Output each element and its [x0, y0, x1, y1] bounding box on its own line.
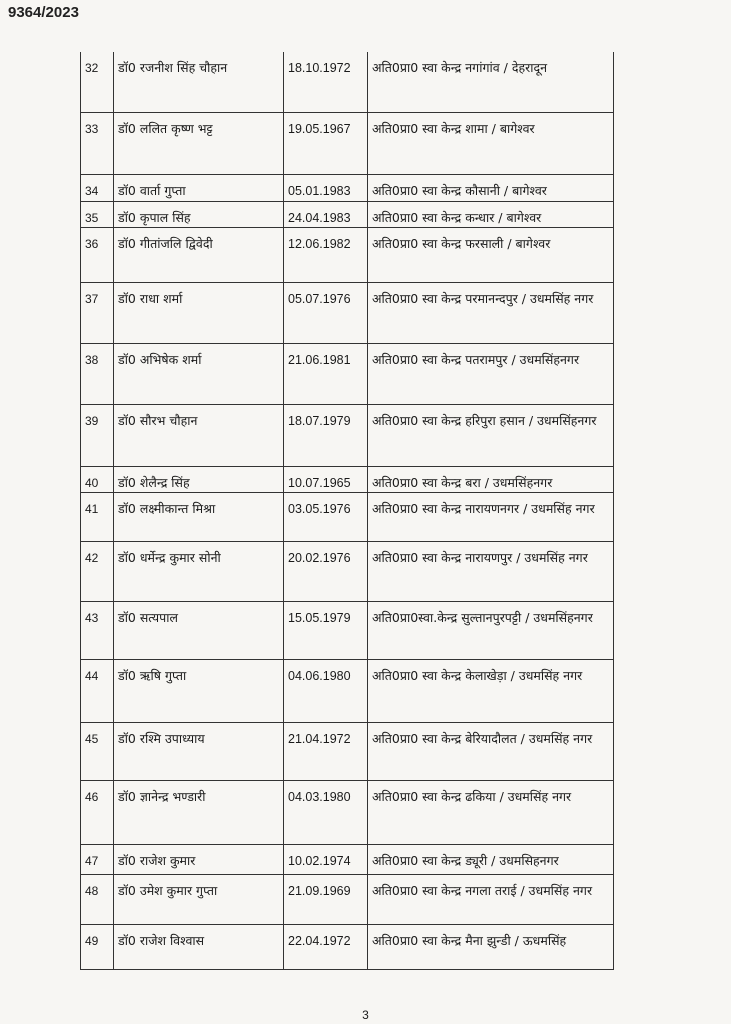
serial-number-cell: 35	[81, 201, 114, 227]
table-row	[81, 52, 614, 112]
doctor-name-cell: डॉ0 रजनीश सिंह चौहान	[114, 52, 284, 112]
posting-location-cell: अति0प्रा0 स्वा केन्द्र नगांगांव / देहरादून	[368, 52, 614, 112]
date-of-birth-cell: 21.09.1969	[284, 874, 368, 924]
serial-number-cell: 49	[81, 924, 114, 969]
posting-location-cell: अति0प्रा0 स्वा केन्द्र नगला तराई / उधमसिंह नगर	[368, 874, 614, 924]
serial-number-cell: 40	[81, 466, 114, 492]
date-of-birth-cell: 05.01.1983	[284, 174, 368, 201]
table-row	[81, 404, 614, 466]
table-row	[81, 174, 614, 201]
serial-number-cell: 43	[81, 601, 114, 659]
doctor-name-cell: डॉ0 कृपाल सिंह	[114, 201, 284, 227]
table-row	[81, 601, 614, 659]
date-of-birth-cell: 04.03.1980	[284, 780, 368, 844]
posting-location-cell: अति0प्रा0 स्वा केन्द्र केलाखेड़ा / उधमसिंह नगर	[368, 659, 614, 722]
doctor-posting-table	[80, 52, 614, 970]
table-row	[81, 780, 614, 844]
doctor-name-cell: डॉ0 ज्ञानेन्द्र भण्डारी	[114, 780, 284, 844]
date-of-birth-cell: 10.07.1965	[284, 466, 368, 492]
table-row	[81, 343, 614, 404]
date-of-birth-cell: 05.07.1976	[284, 282, 368, 343]
doctor-name-cell: डॉ0 अभिषेक शर्मा	[114, 343, 284, 404]
serial-number-cell: 33	[81, 112, 114, 174]
posting-location-cell: अति0प्रा0 स्वा केन्द्र ड्यूरी / उधमसिहनगर	[368, 844, 614, 874]
posting-location-cell: अति0प्रा0 स्वा केन्द्र कौसानी / बागेश्वर	[368, 174, 614, 201]
posting-location-cell: अति0प्रा0 स्वा केन्द्र बरा / उधमसिंहनगर	[368, 466, 614, 492]
posting-location-cell: अति0प्रा0 स्वा केन्द्र नारायणनगर / उधमसिंह नगर	[368, 492, 614, 541]
table-row	[81, 112, 614, 174]
table-row	[81, 492, 614, 541]
serial-number-cell: 38	[81, 343, 114, 404]
date-of-birth-cell: 21.04.1972	[284, 722, 368, 780]
serial-number-cell: 48	[81, 874, 114, 924]
posting-location-cell: अति0प्रा0 स्वा केन्द्र ढकिया / उधमसिंह नगर	[368, 780, 614, 844]
doctor-name-cell: डॉ0 ऋषि गुप्ता	[114, 659, 284, 722]
table-row	[81, 722, 614, 780]
serial-number-cell: 39	[81, 404, 114, 466]
serial-number-cell: 34	[81, 174, 114, 201]
date-of-birth-cell: 15.05.1979	[284, 601, 368, 659]
doctor-name-cell: डॉ0 शेलैन्द्र सिंह	[114, 466, 284, 492]
posting-location-cell: अति0प्रा0 स्वा केन्द्र हरिपुरा हसान / उधमसिंहनगर	[368, 404, 614, 466]
posting-location-cell: अति0प्रा0 स्वा केन्द्र परमानन्दपुर / उधमसिंह नगर	[368, 282, 614, 343]
doctor-name-cell: डॉ0 सौरभ चौहान	[114, 404, 284, 466]
date-of-birth-cell: 12.06.1982	[284, 227, 368, 282]
doctor-name-cell: डॉ0 ललित कृष्ण भट्ट	[114, 112, 284, 174]
doctor-name-cell: डॉ0 राजेश कुमार	[114, 844, 284, 874]
serial-number-cell: 44	[81, 659, 114, 722]
posting-location-cell: अति0प्रा0 स्वा केन्द्र पतरामपुर / उधमसिंहनगर	[368, 343, 614, 404]
table-row	[81, 466, 614, 492]
doctor-name-cell: डॉ0 गीतांजलि द्विवेदी	[114, 227, 284, 282]
doctor-name-cell: डॉ0 सत्यपाल	[114, 601, 284, 659]
date-of-birth-cell: 21.06.1981	[284, 343, 368, 404]
table-row	[81, 201, 614, 227]
table-row	[81, 659, 614, 722]
doctor-name-cell: डॉ0 राजेश विश्वास	[114, 924, 284, 969]
date-of-birth-cell: 22.04.1972	[284, 924, 368, 969]
serial-number-cell: 41	[81, 492, 114, 541]
date-of-birth-cell: 04.06.1980	[284, 659, 368, 722]
posting-location-cell: अति0प्रा0 स्वा केन्द्र बेरियादौलत / उधमसिंह नगर	[368, 722, 614, 780]
table-row	[81, 282, 614, 343]
posting-location-cell: अति0प्रा0 स्वा केन्द्र नारायणपुर / उधमसिंह नगर	[368, 541, 614, 601]
table-row	[81, 874, 614, 924]
date-of-birth-cell: 19.05.1967	[284, 112, 368, 174]
serial-number-cell: 46	[81, 780, 114, 844]
posting-location-cell: अति0प्रा0 स्वा केन्द्र कन्धार / बागेश्वर	[368, 201, 614, 227]
doctor-name-cell: डॉ0 उमेश कुमार गुप्ता	[114, 874, 284, 924]
table-body	[81, 52, 614, 969]
table-row	[81, 541, 614, 601]
date-of-birth-cell: 03.05.1976	[284, 492, 368, 541]
doctor-name-cell: डॉ0 धर्मेन्द्र कुमार सोनी	[114, 541, 284, 601]
posting-location-cell: अति0प्रा0 स्वा केन्द्र फरसाली / बागेश्वर	[368, 227, 614, 282]
serial-number-cell: 45	[81, 722, 114, 780]
serial-number-cell: 37	[81, 282, 114, 343]
serial-number-cell: 36	[81, 227, 114, 282]
posting-location-cell: अति0प्रा0 स्वा केन्द्र मैना झुन्डी / ऊधमसिंह	[368, 924, 614, 969]
table-row	[81, 924, 614, 969]
date-of-birth-cell: 18.07.1979	[284, 404, 368, 466]
reference-number: 9364/2023	[8, 4, 79, 21]
doctor-name-cell: डॉ0 वार्ता गुप्ता	[114, 174, 284, 201]
serial-number-cell: 42	[81, 541, 114, 601]
doctor-name-cell: डॉ0 रश्मि उपाध्याय	[114, 722, 284, 780]
posting-location-cell: अति0प्रा0स्वा.केन्द्र सुल्तानपुरपट्टी / उधमसिंहनगर	[368, 601, 614, 659]
page-number: 3	[362, 1008, 369, 1022]
date-of-birth-cell: 10.02.1974	[284, 844, 368, 874]
serial-number-cell: 32	[81, 52, 114, 112]
date-of-birth-cell: 24.04.1983	[284, 201, 368, 227]
table-row	[81, 844, 614, 874]
date-of-birth-cell: 20.02.1976	[284, 541, 368, 601]
posting-location-cell: अति0प्रा0 स्वा केन्द्र शामा / बागेश्वर	[368, 112, 614, 174]
table-row	[81, 227, 614, 282]
doctor-name-cell: डॉ0 राधा शर्मा	[114, 282, 284, 343]
serial-number-cell: 47	[81, 844, 114, 874]
doctor-name-cell: डॉ0 लक्ष्मीकान्त मिश्रा	[114, 492, 284, 541]
date-of-birth-cell: 18.10.1972	[284, 52, 368, 112]
